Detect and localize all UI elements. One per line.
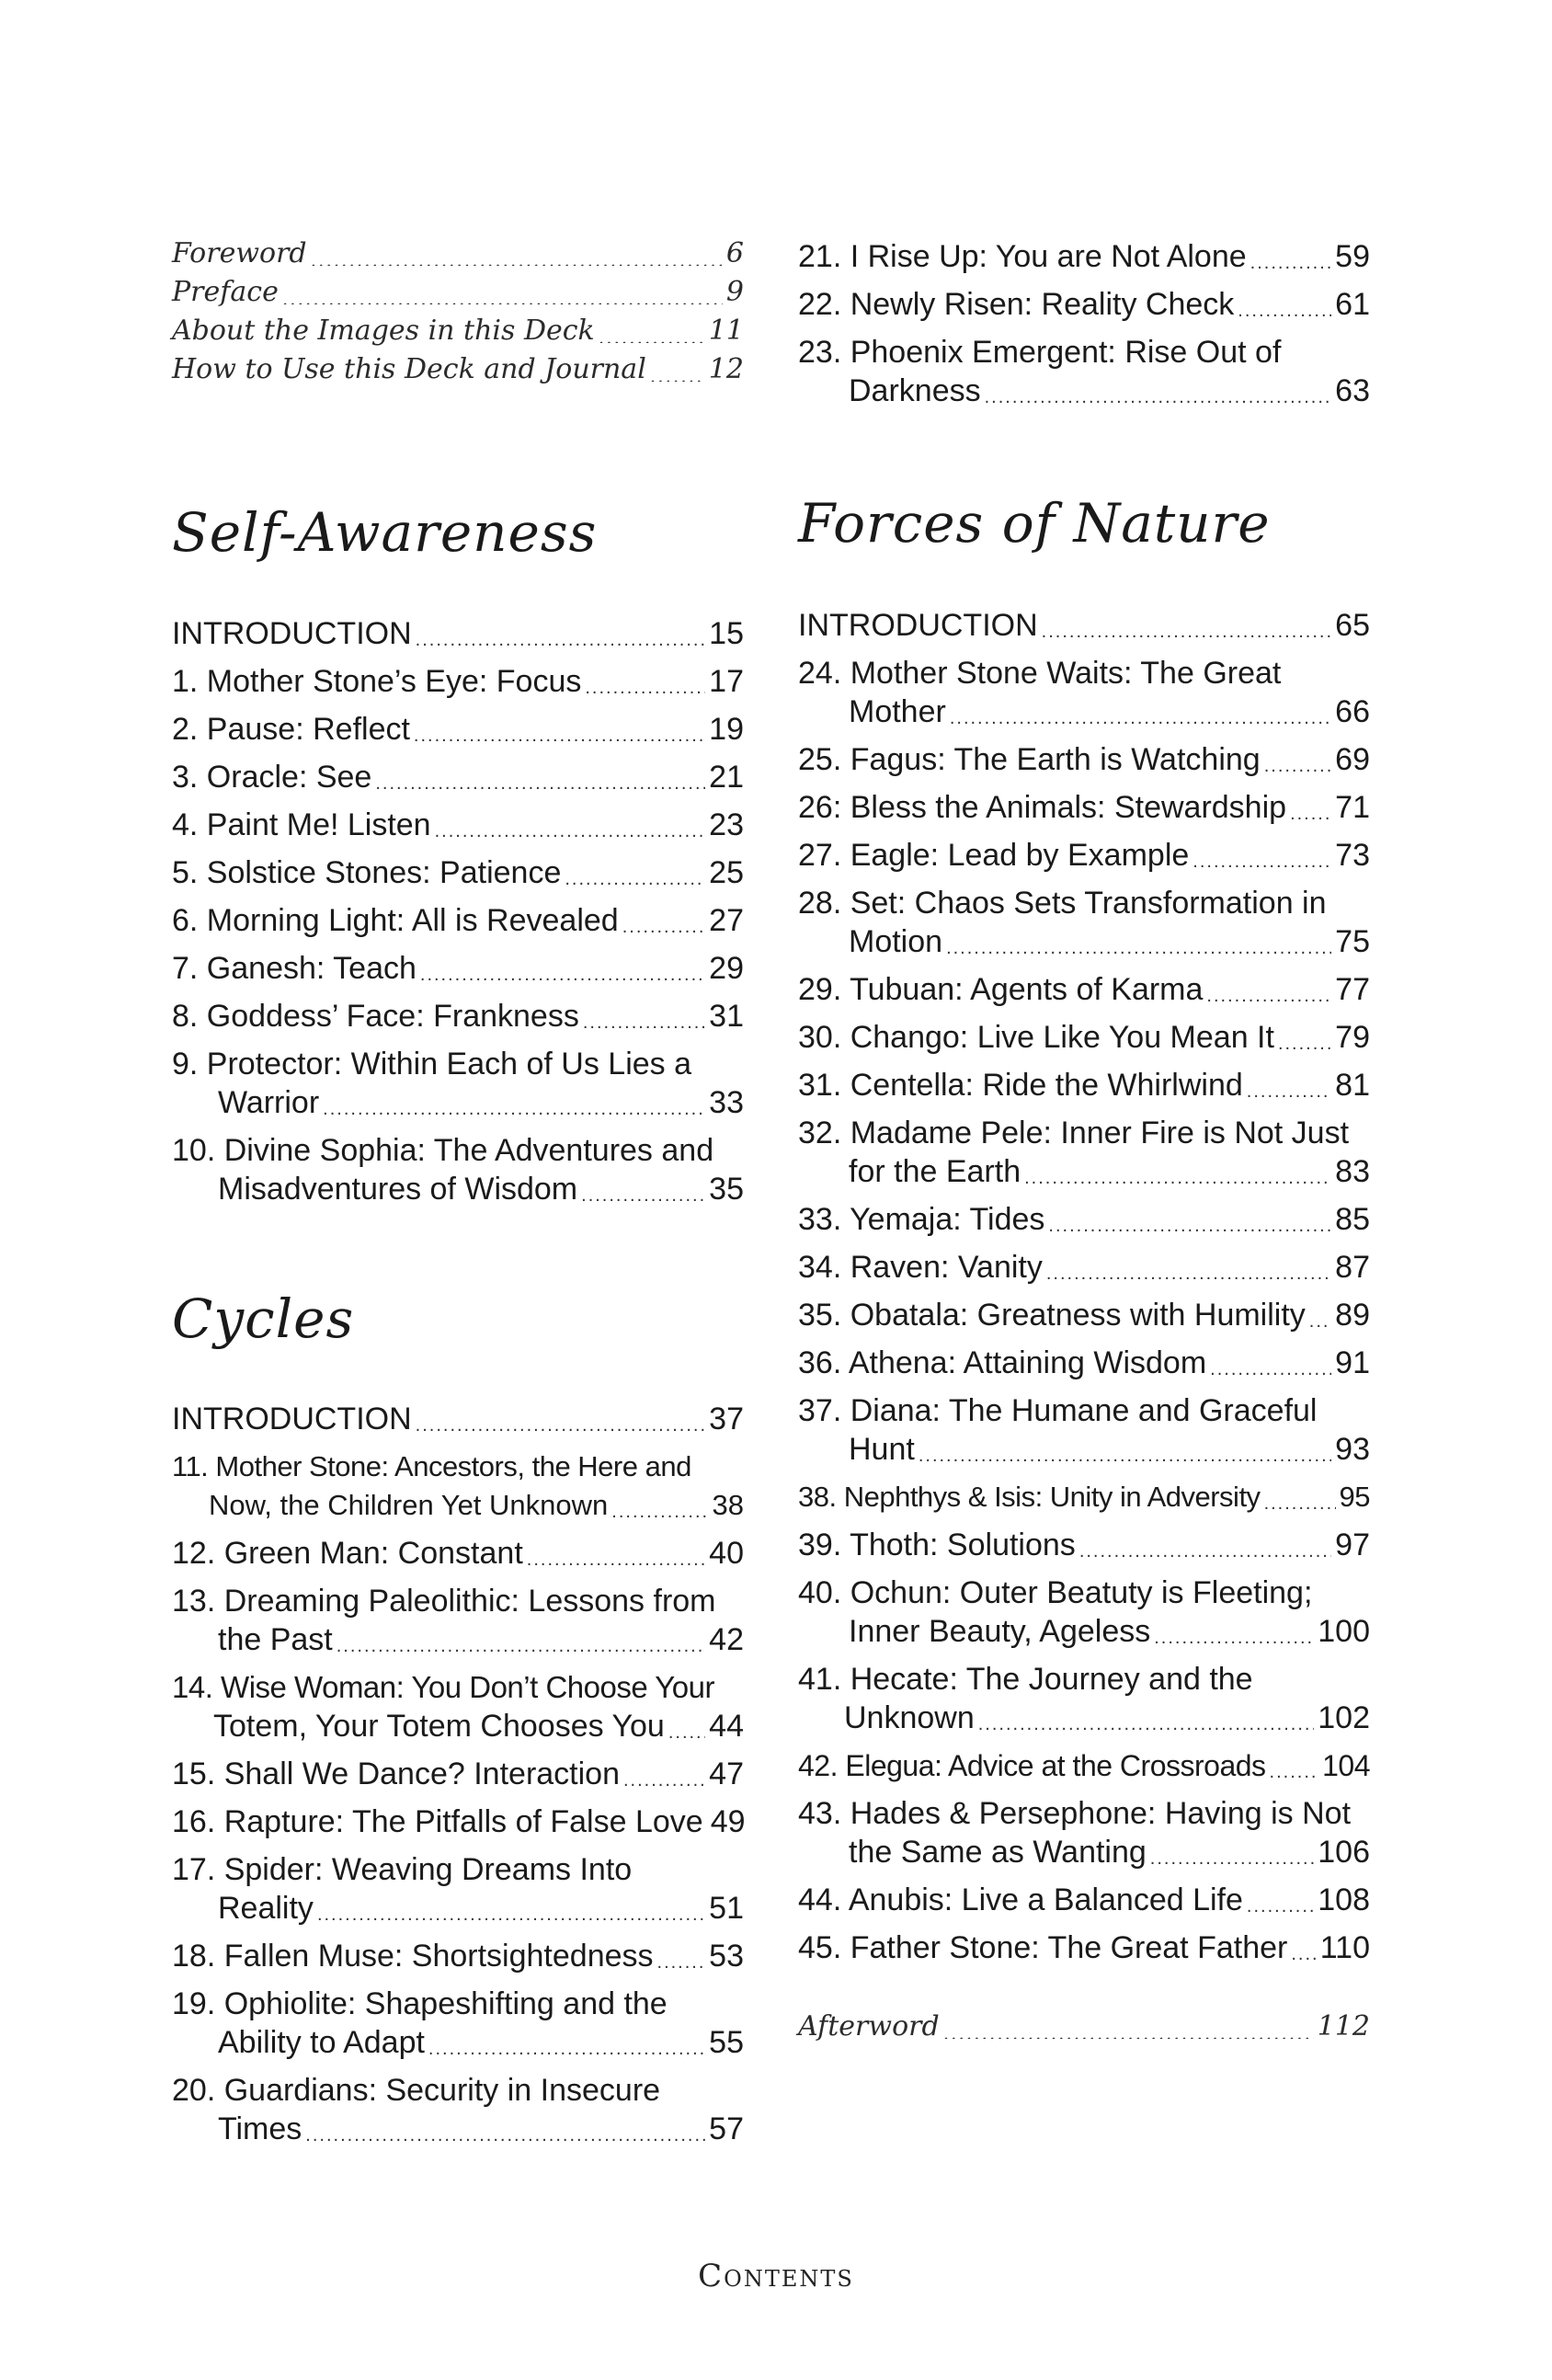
toc-entry[interactable]: 27. Eagle: Lead by Example ..... 73 xyxy=(798,836,1370,875)
dot-leader xyxy=(611,1506,708,1517)
toc-entry[interactable]: 25. Fagus: The Earth is Watching ..... 69 xyxy=(798,740,1370,779)
dot-leader xyxy=(950,713,1331,724)
toc-entry[interactable]: 44. Anubis: Live a Balanced Life ..... 108 xyxy=(798,1881,1370,1919)
section-title-self-awareness: Self-Awareness xyxy=(172,501,598,564)
dot-leader xyxy=(1042,626,1332,637)
self-awareness-list xyxy=(172,614,744,1218)
dot-leader xyxy=(623,1775,705,1786)
toc-entry-multiline[interactable]: 14. Wise Woman: You Don’t Choose Your Totem, Your Totem Chooses You ..... 44 xyxy=(172,1668,744,1745)
toc-entry[interactable]: 29. Tubuan: Agents of Karma ..... 77 xyxy=(798,970,1370,1009)
dot-leader xyxy=(622,921,705,933)
toc-entry-how-to-use[interactable]: How to Use this Deck and Journal ..... 12 xyxy=(172,350,744,389)
toc-entry-afterword[interactable]: Afterword ..... 112 xyxy=(798,2008,1370,2046)
toc-entry-intro[interactable]: INTRODUCTION ..... 37 xyxy=(172,1400,744,1438)
toc-entry[interactable]: 22. Newly Risen: Reality Check ..... 61 xyxy=(798,285,1370,324)
dot-leader xyxy=(1150,1853,1314,1864)
toc-entry[interactable]: 38. Nephthys & Isis: Unity in Adversity ..... 95 xyxy=(798,1478,1370,1516)
toc-entry-multiline[interactable]: 40. Ochun: Outer Beatuty is Fleeting; Inner Beauty, Ageless ..... 100 xyxy=(798,1573,1370,1651)
dot-leader xyxy=(375,778,705,789)
cycles-list xyxy=(172,1400,744,2157)
dot-leader xyxy=(1250,257,1332,269)
toc-entry-multiline[interactable]: 43. Hades & Persephone: Having is Not the Same as Wanting ..... 106 xyxy=(798,1794,1370,1871)
toc-entry-about-images[interactable]: About the Images in this Deck ..... 11 xyxy=(172,312,744,350)
dot-leader xyxy=(1193,856,1331,867)
toc-entry[interactable]: 16. Rapture: The Pitfalls of False Love 49 xyxy=(172,1804,746,1839)
toc-entry-foreword[interactable]: Foreword ..... 6 xyxy=(172,235,744,273)
dot-leader xyxy=(1048,1220,1331,1231)
toc-entry[interactable]: 4. Paint Me! Listen ..... 23 xyxy=(172,806,744,844)
toc-entry-multiline[interactable]: 20. Guardians: Security in Insecure Times ..... 57 xyxy=(172,2071,744,2148)
toc-entry-preface[interactable]: Preface ..... 9 xyxy=(172,273,744,312)
toc-entry-multiline[interactable]: 10. Divine Sophia: The Adventures and Misadventures of Wisdom ..... 35 xyxy=(172,1131,744,1208)
dot-leader xyxy=(985,392,1332,403)
dot-leader xyxy=(1247,1901,1314,1912)
toc-entry[interactable]: 31. Centella: Ride the Whirlwind ..... 81 xyxy=(798,1066,1370,1104)
dot-leader xyxy=(435,826,706,837)
dot-leader xyxy=(583,1017,705,1028)
running-footer: Contents xyxy=(698,2258,854,2294)
dot-leader xyxy=(946,943,1331,954)
toc-entry-intro[interactable]: INTRODUCTION ..... 65 xyxy=(798,606,1370,645)
dot-leader xyxy=(416,1420,706,1431)
dot-leader xyxy=(416,635,706,646)
dot-leader xyxy=(1309,1316,1331,1327)
toc-entry[interactable]: 34. Raven: Vanity ..... 87 xyxy=(798,1248,1370,1287)
toc-entry[interactable]: 8. Goddess’ Face: Frankness ..... 31 xyxy=(172,997,744,1036)
toc-entry[interactable]: 21. I Rise Up: You are Not Alone ..... 59 xyxy=(798,237,1370,276)
toc-entry-multiline[interactable]: 32. Madame Pele: Inner Fire is Not Just for the Earth ..... 83 xyxy=(798,1114,1370,1191)
toc-entry-intro[interactable]: INTRODUCTION ..... 15 xyxy=(172,614,744,653)
dot-leader xyxy=(657,1957,706,1968)
toc-entry[interactable]: 30. Chango: Live Like You Mean It ..... 79 xyxy=(798,1018,1370,1057)
dot-leader xyxy=(1278,1038,1331,1049)
dot-leader xyxy=(1154,1632,1314,1643)
afterword-block xyxy=(798,2008,1370,2046)
dot-leader xyxy=(943,2028,1314,2039)
dot-leader xyxy=(305,2130,705,2141)
dot-leader xyxy=(1264,761,1331,772)
front-matter-list xyxy=(172,235,744,389)
toc-entry[interactable]: 12. Green Man: Constant ..... 40 xyxy=(172,1534,744,1573)
toc-entry[interactable]: 6. Morning Light: All is Revealed ..... 27 xyxy=(172,901,744,940)
dot-leader xyxy=(668,1727,705,1738)
toc-entry[interactable]: 5. Solstice Stones: Patience ..... 25 xyxy=(172,853,744,892)
dot-leader xyxy=(919,1450,1331,1461)
toc-entry-multiline[interactable]: 28. Set: Chaos Sets Transformation in Motion ..... 75 xyxy=(798,884,1370,961)
self-awareness-section xyxy=(172,501,744,564)
dot-leader xyxy=(317,1909,705,1920)
toc-entry[interactable]: 7. Ganesh: Teach ..... 29 xyxy=(172,949,744,988)
toc-entry-multiline[interactable]: 19. Ophiolite: Shapeshifting and the Ability to Adapt ..... 55 xyxy=(172,1985,744,2062)
left-column xyxy=(172,235,744,389)
toc-entry-multiline[interactable]: 41. Hecate: The Journey and the Unknown ..... 102 xyxy=(798,1660,1370,1737)
toc-entry[interactable]: 3. Oracle: See ..... 21 xyxy=(172,758,744,796)
dot-leader xyxy=(414,730,705,741)
dot-leader xyxy=(323,1104,705,1115)
dot-leader xyxy=(428,2043,705,2054)
dot-leader xyxy=(337,1641,705,1652)
toc-entry[interactable]: 36. Athena: Attaining Wisdom ..... 91 xyxy=(798,1344,1370,1382)
dot-leader xyxy=(1247,1086,1331,1097)
dot-leader xyxy=(1264,1498,1336,1509)
toc-entry[interactable]: 26: Bless the Animals: Stewardship ..... 71 xyxy=(798,788,1370,827)
toc-entry-multiline[interactable]: 23. Phoenix Emergent: Rise Out of Darkness ..... 63 xyxy=(798,333,1370,410)
toc-entry[interactable]: 2. Pause: Reflect ..... 19 xyxy=(172,710,744,749)
dot-leader xyxy=(581,1190,705,1201)
cycles-section xyxy=(172,1287,744,1350)
dot-leader xyxy=(1046,1268,1331,1279)
toc-entry-multiline[interactable]: 13. Dreaming Paleolithic: Lessons from the Past ..... 42 xyxy=(172,1582,744,1659)
dot-leader xyxy=(1079,1546,1331,1557)
toc-entry-multiline[interactable]: 17. Spider: Weaving Dreams Into Reality ..... 51 xyxy=(172,1850,744,1928)
phoenix-list xyxy=(798,237,1370,419)
dot-leader xyxy=(565,874,705,885)
dot-leader xyxy=(1210,1364,1331,1375)
dot-leader xyxy=(1290,808,1331,819)
dot-leader xyxy=(585,682,705,693)
dot-leader xyxy=(1206,990,1331,1001)
dot-leader xyxy=(1024,1173,1331,1184)
dot-leader xyxy=(420,969,705,980)
toc-entry[interactable]: 15. Shall We Dance? Interaction ..... 47 xyxy=(172,1755,744,1793)
dot-leader xyxy=(1291,1949,1316,1960)
dot-leader xyxy=(650,371,705,382)
dot-leader xyxy=(282,293,723,304)
toc-entry-multiline[interactable]: 9. Protector: Within Each of Us Lies a Warrior ..... 33 xyxy=(172,1045,744,1122)
toc-entry-multiline[interactable]: 37. Diana: The Humane and Graceful Hunt ..... 93 xyxy=(798,1391,1370,1469)
toc-entry[interactable]: 45. Father Stone: The Great Father ..... 110 xyxy=(798,1928,1370,1967)
dot-leader xyxy=(1270,1767,1319,1778)
toc-entry[interactable]: 18. Fallen Muse: Shortsightedness ..... 53 xyxy=(172,1937,744,1975)
dot-leader xyxy=(978,1719,1315,1730)
dot-leader xyxy=(1238,305,1331,316)
toc-entry[interactable]: 33. Yemaja: Tides ..... 85 xyxy=(798,1200,1370,1239)
forces-section xyxy=(798,492,1370,555)
toc-entry[interactable]: 35. Obatala: Greatness with Humility ..... 89 xyxy=(798,1296,1370,1334)
toc-entry[interactable]: 42. Elegua: Advice at the Crossroads ..... 104 xyxy=(798,1746,1370,1785)
toc-entry-multiline[interactable]: 11. Mother Stone: Ancestors, the Here and Now, the Children Yet Unknown ..... 38 xyxy=(172,1447,744,1525)
dot-leader xyxy=(599,332,705,343)
toc-entry-multiline[interactable]: 24. Mother Stone Waits: The Great Mother ..... 66 xyxy=(798,654,1370,731)
section-title-cycles: Cycles xyxy=(172,1287,355,1350)
dot-leader xyxy=(527,1554,705,1565)
dot-leader xyxy=(311,255,723,266)
section-title-forces-of-nature: Forces of Nature xyxy=(798,492,1271,555)
toc-entry[interactable]: 1. Mother Stone’s Eye: Focus ..... 17 xyxy=(172,662,744,701)
toc-entry[interactable]: 39. Thoth: Solutions ..... 97 xyxy=(798,1526,1370,1564)
forces-list xyxy=(798,606,1370,1976)
